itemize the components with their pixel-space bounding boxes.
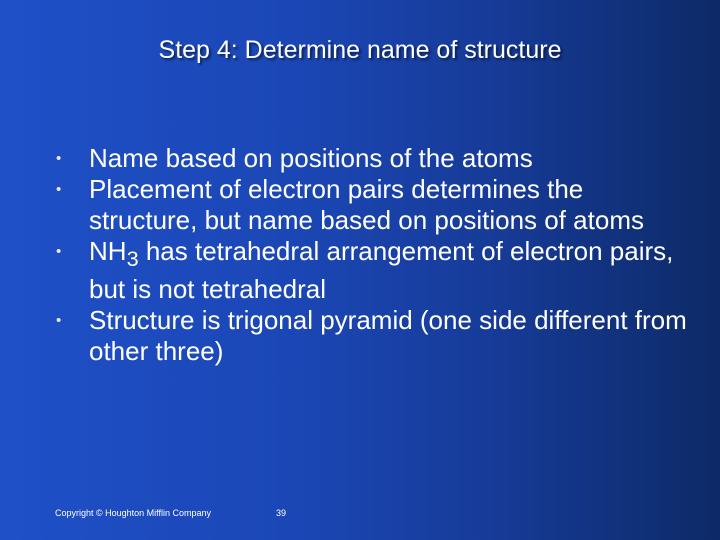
slide-title: Step 4: Determine name of structure bbox=[158, 36, 562, 64]
footer-copyright: Copyright © Houghton Mifflin Company bbox=[55, 508, 212, 518]
bullet-text-formula-pre: NH bbox=[89, 236, 127, 266]
bullet-dot-icon: • bbox=[56, 181, 62, 198]
footer-page-number: 39 bbox=[276, 508, 287, 518]
bullet-item bbox=[55, 305, 695, 367]
bullet-dot-icon: • bbox=[56, 312, 62, 330]
bullet-text-formula-subscript: 3 bbox=[126, 246, 139, 272]
bullet-list bbox=[55, 143, 695, 367]
bullet-item bbox=[55, 143, 695, 174]
bullet-item bbox=[55, 174, 695, 236]
bullet-text: Structure is trigonal pyramid (one side different from other three) bbox=[89, 305, 687, 367]
bullet-text: Placement of electron pairs determines the structure, but name based on positions of atoms bbox=[89, 174, 644, 235]
bullet-text-formula-post: has tetrahedral arrangement of electron pairs, but is not tetrahedral bbox=[89, 236, 674, 305]
bullet-dot-icon: • bbox=[56, 150, 62, 167]
bullet-text: Name based on positions of the atoms bbox=[89, 143, 533, 173]
bullet-item bbox=[55, 236, 695, 305]
bullet-dot-icon: • bbox=[56, 243, 62, 260]
